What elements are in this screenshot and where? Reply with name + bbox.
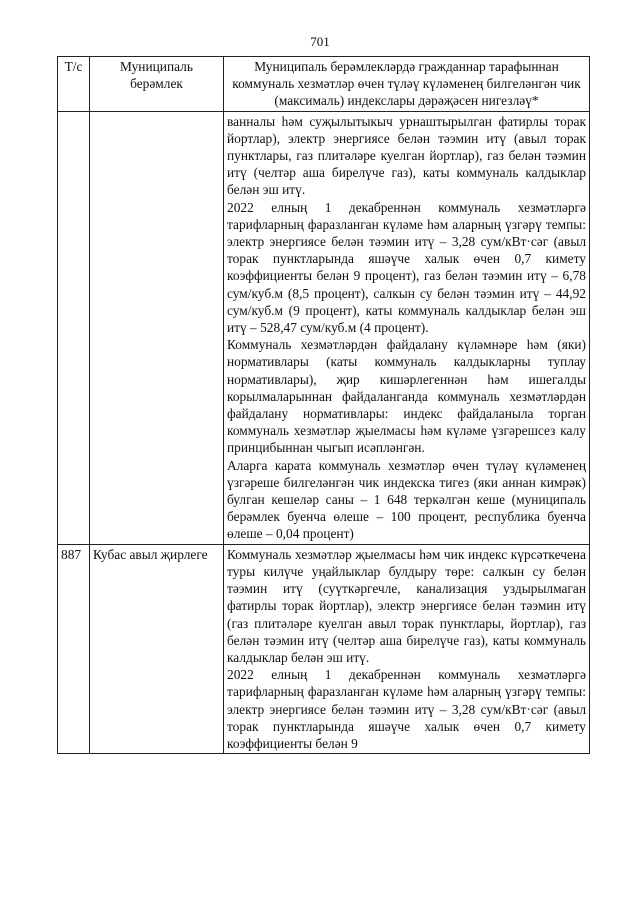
table-header-row (58, 57, 590, 112)
paragraph: 2022 елның 1 декабреннән коммуналь хезмәтләргә тарифларның фаразланган күләме һәм аларның үзгәрү темпы: электр энергиясе белән тәэмин итү – 3,28 сум/кВт·сәг (авыл торак пунктларында яшәүче халык өчен 0,7 кимету коэффициенты белән 9 (227, 667, 586, 751)
data-table (57, 56, 590, 754)
row-municipality (90, 111, 224, 544)
row-number: 887 (58, 544, 90, 753)
header-justification: Муниципаль берәмлекләрдә гражданнар тарафыннан коммуналь хезмәтләр өчен түләү күләменең билгеләнгән чик (максималь) индекслары дәрәҗәсен нигезләү* (224, 57, 590, 112)
paragraph: Аларга карата коммуналь хезмәтләр өчен түләү күләменең үзгәреше билгеләнгән чик индекска тигез (яки аннан кимрәк) булган кешеләр саны – 1 648 теркәлгән кеше (муниципаль берәмлек буенча өлеше – 100 процент, республика буенча өлеше – 0,04 процент) (227, 457, 586, 542)
page-number: 701 (310, 34, 330, 49)
row-justification (224, 544, 590, 753)
table-row (58, 111, 590, 544)
table-row (58, 544, 590, 753)
row-justification (224, 111, 590, 544)
row-municipality: Кубас авыл җирлеге (90, 544, 224, 753)
row-number (58, 111, 90, 544)
paragraph: Коммуналь хезмәтләрдән файдалану күләмнәре һәм (яки) нормативлары (каты коммуналь калдыкларны туплау нормативлары), җир кишәрлегеннән һәм ишегалды корылмаларыннан файдаланганда коммуналь хезмәтләрдән файдалану нормативлары: индекс файдаланыла торган коммуналь хезмәтләр җыелмасы һәм күләме үзгәрешсез калу принцибыннан чыгып исәпләнгән. (227, 337, 586, 456)
header-number: Т/с (58, 57, 90, 112)
paragraph: 2022 елның 1 декабреннән коммуналь хезмәтләргә тарифларның фаразланган күләме һәм аларның үзгәрү темпы: электр энергиясе белән тәэмин итү – 3,28 сум/кВт·сәг (авыл торак пунктларында яшәүче халык өчен 0,7 кимету коэффициенты белән 9 процент), газ белән тәэмин итү – 6,78 сум/куб.м (8,5 процент), салкын су белән тәэмин итү – 44,92 сум/куб.м (9 процент), каты коммуналь калдыклар белән эш итү – 528,47 сум/куб.м (4 процент). (227, 199, 586, 336)
paragraph: Коммуналь хезмәтләр җыелмасы һәм чик индекс күрсәткечена туры килүче уңайлыклар булдыру төре: салкын су белән тәэмин итү (суүткәргечле, канализация уздырылмаган фатирлы торак йортлар), электр энергиясе белән тәэмин итү (газ плитәләре куелган авыл торак пунктлары, йортлар), газ белән тәэмин итү (челтәр аша бирелүче газ), каты коммуналь калдыклар белән эш итү. (227, 546, 586, 665)
paragraph: ванналы һәм суҗылытыкыч урнаштырылган фатирлы торак йортлар), электр энергиясе белән тәэмин итү (авыл торак пунктлары, газ плитәләре куелган йортлар), газ белән тәэмин итү (челтәр аша бирелүче газ), каты коммуналь калдыклар белән эш итү. (227, 113, 586, 198)
header-municipality: Муниципаль берәмлек (90, 57, 224, 112)
